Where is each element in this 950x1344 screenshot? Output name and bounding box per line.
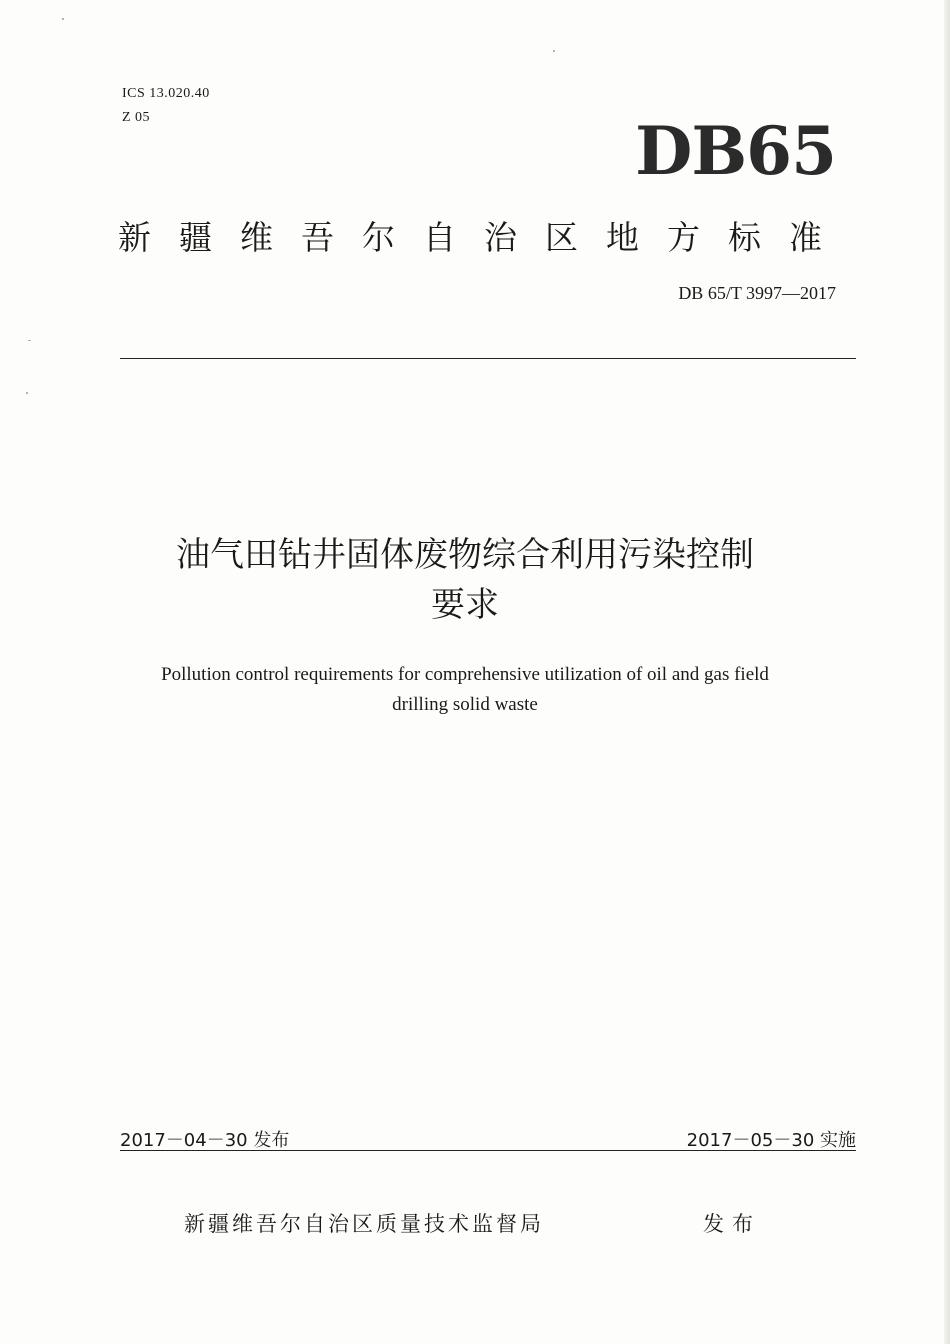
ccs-code: Z 05 xyxy=(122,110,151,125)
bottom-divider xyxy=(120,1150,856,1151)
scan-speck xyxy=(553,50,555,52)
scan-speck xyxy=(28,340,31,341)
implementation-date: 2017－05－30 实施 xyxy=(686,1130,856,1151)
title-english-line-2: drilling solid waste xyxy=(392,694,538,715)
title-english xyxy=(90,660,840,720)
title-chinese xyxy=(90,530,840,630)
standard-logo: DB65 xyxy=(635,112,836,190)
standard-number: DB 65/T 3997—2017 xyxy=(678,283,836,303)
classification-codes xyxy=(122,82,210,130)
standard-type: 新疆维吾尔自治区地方标准 xyxy=(118,218,850,257)
title-english-line-1: Pollution control requirements for comprehensive utilization of oil and gas field xyxy=(161,664,769,685)
publisher-name: 新疆维吾尔自治区质量技术监督局 xyxy=(184,1212,544,1236)
scan-speck xyxy=(62,18,64,20)
issue-date: 2017－04－30 发布 xyxy=(120,1130,290,1151)
publish-label: 发布 xyxy=(703,1212,761,1236)
top-divider xyxy=(120,358,856,359)
title-chinese-line-2: 要求 xyxy=(431,585,499,625)
scan-speck xyxy=(26,392,28,394)
title-chinese-line-1: 油气田钻井固体废物综合利用污染控制 xyxy=(176,535,754,575)
scan-edge xyxy=(944,0,950,1344)
ics-code: ICS 13.020.40 xyxy=(122,86,210,101)
